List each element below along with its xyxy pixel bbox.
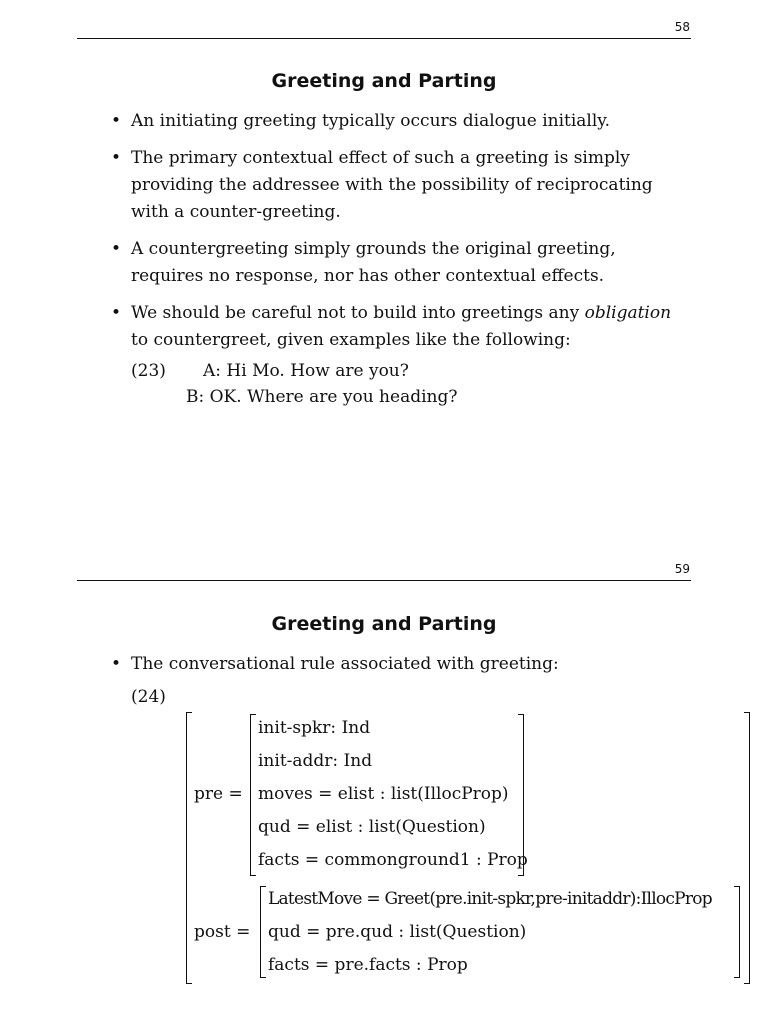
bullet-icon: • — [111, 111, 122, 131]
post-field: LatestMove = Greet(pre.init-spkr,pre-initaddr):IllocProp — [268, 889, 712, 909]
avm-outer-left-bracket — [186, 712, 192, 984]
post-field: facts = pre.facts : Prop — [268, 955, 468, 975]
slide-title: Greeting and Parting — [271, 70, 497, 92]
slide-title: Greeting and Parting — [271, 613, 497, 635]
bullet-text: A countergreeting simply grounds the original greeting, requires no response, nor has other contextual effects. — [131, 239, 616, 286]
bullet-item — [111, 236, 681, 290]
bullet-text: We should be careful not to build into greetings any — [131, 303, 585, 323]
bullet-list — [111, 651, 681, 688]
bullet-item — [111, 651, 681, 678]
pre-field: qud = elist : list(Question) — [258, 817, 486, 837]
bullet-icon: • — [111, 239, 122, 259]
post-left-bracket — [260, 886, 266, 978]
pre-left-bracket — [250, 714, 256, 876]
bullet-text: The primary contextual effect of such a greeting is simply providing the addressee with the possibility of reciprocating with a counter-greeting. — [131, 148, 653, 222]
example-number: (24) — [131, 687, 166, 707]
post-label: post = — [194, 922, 251, 942]
avm-outer-right-bracket — [744, 712, 750, 984]
pre-field: init-spkr: Ind — [258, 718, 371, 738]
pre-field: moves = elist : list(IllocProp) — [258, 784, 509, 804]
bullet-text: An initiating greeting typically occurs dialogue initially. — [131, 111, 611, 131]
pre-field: facts = commonground1 : Prop — [258, 850, 528, 870]
bullet-item — [111, 300, 681, 354]
bullet-item — [111, 145, 681, 226]
pre-field: init-addr: Ind — [258, 751, 373, 771]
bullet-icon: • — [111, 654, 122, 674]
bullet-item — [111, 108, 681, 135]
bullet-emphasis: obligation — [584, 303, 672, 323]
example-number: (23) — [131, 361, 166, 381]
bullet-text: The conversational rule associated with greeting: — [131, 654, 559, 674]
dialogue-line-a: A: Hi Mo. How are you? — [203, 361, 409, 381]
dialogue-line-b: B: OK. Where are you heading? — [186, 387, 458, 407]
slide-59 — [0, 542, 768, 1024]
page-number: 59 — [674, 562, 690, 576]
header-rule — [77, 38, 691, 39]
bullet-list — [111, 108, 681, 364]
bullet-icon: • — [111, 303, 122, 323]
post-right-bracket — [734, 886, 740, 978]
bullet-text: to countergreet, given examples like the following: — [131, 330, 571, 350]
bullet-icon: • — [111, 148, 122, 168]
page-number: 58 — [674, 20, 690, 34]
pre-label: pre = — [194, 784, 243, 804]
post-field: qud = pre.qud : list(Question) — [268, 922, 527, 942]
header-rule — [77, 580, 691, 581]
